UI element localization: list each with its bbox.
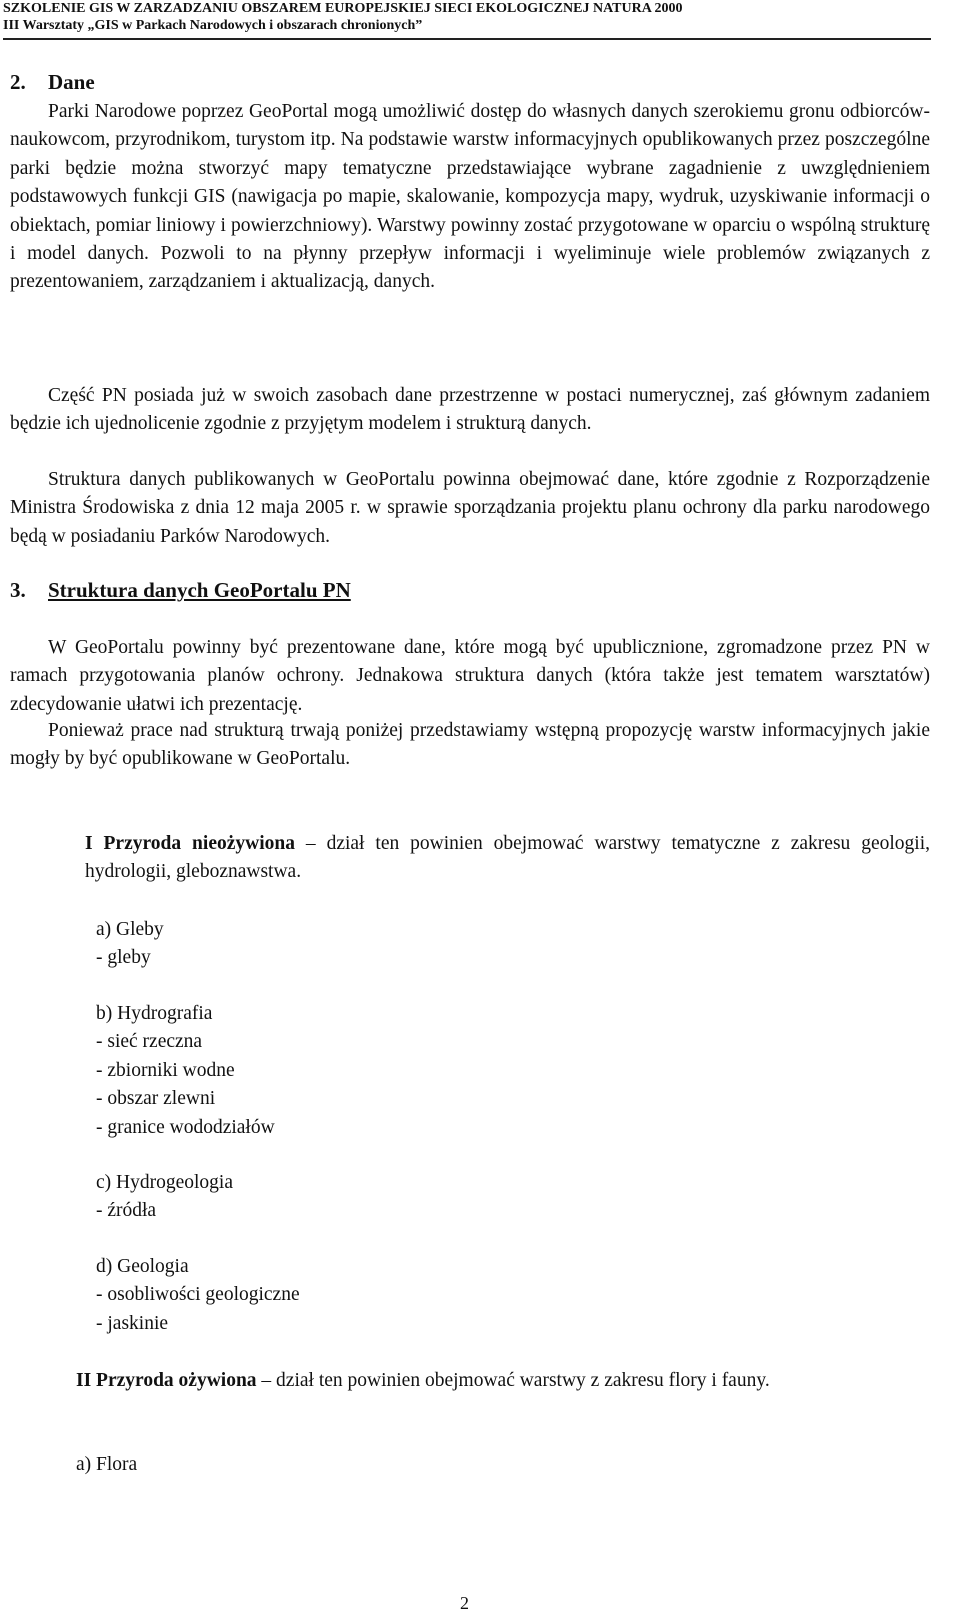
- section-2-heading: [10, 70, 95, 95]
- part-2-intro: [10, 1367, 930, 1395]
- part-1-intro: [85, 830, 930, 887]
- section-2-paragraph-1: Parki Narodowe poprzez GeoPortal mogą umożliwić dostęp do własnych danych szerokiemu gronu odbiorców- naukowcom, przyrodnikom, turystom itp. Na podstawie warstw informacyjnych opublikowanych przez poszczególne parki będzie można stworzyć mapy tematyczne przedstawiające wybrane zagadnienie z uwzględnieniem podstawowych funkcji GIS (nawigacja po mapie, skalowanie, kompozycja mapy, wydruk, uzyskiwanie informacji o obiektach, pomiar liniowy i powierzchniowy). Warstwy powinny zostać przygotowane w oparciu o wspólną strukturę i model danych. Pozwoli to na płynny przepływ informacji i wyeliminuje wiele problemów związanych z prezentowaniem, zarządzaniem i aktualizacją, danych.: [10, 101, 930, 293]
- document-header: [3, 0, 683, 34]
- section-3-title: Struktura danych GeoPortalu PN: [48, 578, 351, 602]
- section-2-paragraph-2: Część PN posiada już w swoich zasobach dane przestrzenne w postaci numerycznej, zaś głównym zadaniem będzie ich ujednolicenie zgodnie z przyjętym modelem i strukturą danych.: [10, 385, 930, 435]
- group-b-title: b) Hydrografia: [96, 1003, 213, 1024]
- group-a: [96, 916, 164, 973]
- section-3-heading: [10, 578, 351, 603]
- group-b: [96, 1000, 275, 1142]
- list-item: - jaskinie: [96, 1312, 169, 1334]
- section-3-paragraph-2: Ponieważ prace nad strukturą trwają poniżej przedstawiamy wstępną propozycję warstw informacyjnych jakie mogły by być opublikowane w GeoPortalu.: [10, 720, 930, 770]
- part-2-group-a-title: a) Flora: [76, 1454, 138, 1475]
- section-2-number: 2.: [10, 70, 26, 94]
- list-item: - źródła: [96, 1200, 157, 1222]
- group-a-title: a) Gleby: [96, 919, 164, 940]
- part-2-description: – dział ten powinien obejmować warstwy z zakresu flory i fauny.: [256, 1370, 770, 1391]
- group-d-title: d) Geologia: [96, 1256, 189, 1277]
- list-item: - sieć rzeczna: [96, 1031, 203, 1053]
- list-item: - gleby: [96, 947, 151, 969]
- list-item: - osobliwości geologiczne: [96, 1284, 300, 1306]
- header-line-2: III Warsztaty „GIS w Parkach Narodowych i obszarach chronionych”: [3, 18, 423, 33]
- header-divider: [3, 38, 931, 40]
- list-item: - granice wododziałów: [96, 1116, 275, 1138]
- section-3-paragraph-1: W GeoPortalu powinny być prezentowane dane, które mogą być upublicznione, zgromadzone przez PN w ramach przygotowania planów ochrony. Jednakowa struktura danych (która także jest tematem warsztatów) zdecydowanie ułatwi ich prezentację.: [10, 637, 930, 715]
- part-2-group-a: [76, 1451, 137, 1479]
- list-item: - obszar zlewni: [96, 1088, 216, 1110]
- group-c-title: c) Hydrogeologia: [96, 1172, 233, 1193]
- section-2-title: Dane: [48, 70, 95, 94]
- part-1-description: – dział ten powinien obejmować warstwy tematyczne z zakresu geologii, hydrologii, gleboznawstwa.: [85, 833, 930, 883]
- list-item: - zbiorniki wodne: [96, 1059, 235, 1081]
- group-c: [96, 1169, 233, 1226]
- part-1-title: I Przyroda nieożywiona: [85, 833, 295, 854]
- part-2-title: II Przyroda ożywiona: [76, 1370, 257, 1391]
- page-number: 2: [460, 1593, 469, 1613]
- header-line-1: SZKOLENIE GIS W ZARZADZANIU OBSZAREM EUROPEJSKIEJ SIECI EKOLOGICZNEJ NATURA 2000: [3, 1, 683, 16]
- section-3-number: 3.: [10, 578, 26, 602]
- group-d: [96, 1253, 300, 1338]
- section-2-paragraph-3: Struktura danych publikowanych w GeoPortalu powinna obejmować dane, które zgodnie z Rozporządzenie Ministra Środowiska z dnia 12 maja 2005 r. w sprawie sporządzania projektu planu ochrony dla parku narodowego będą w posiadaniu Parków Narodowych.: [10, 469, 930, 547]
